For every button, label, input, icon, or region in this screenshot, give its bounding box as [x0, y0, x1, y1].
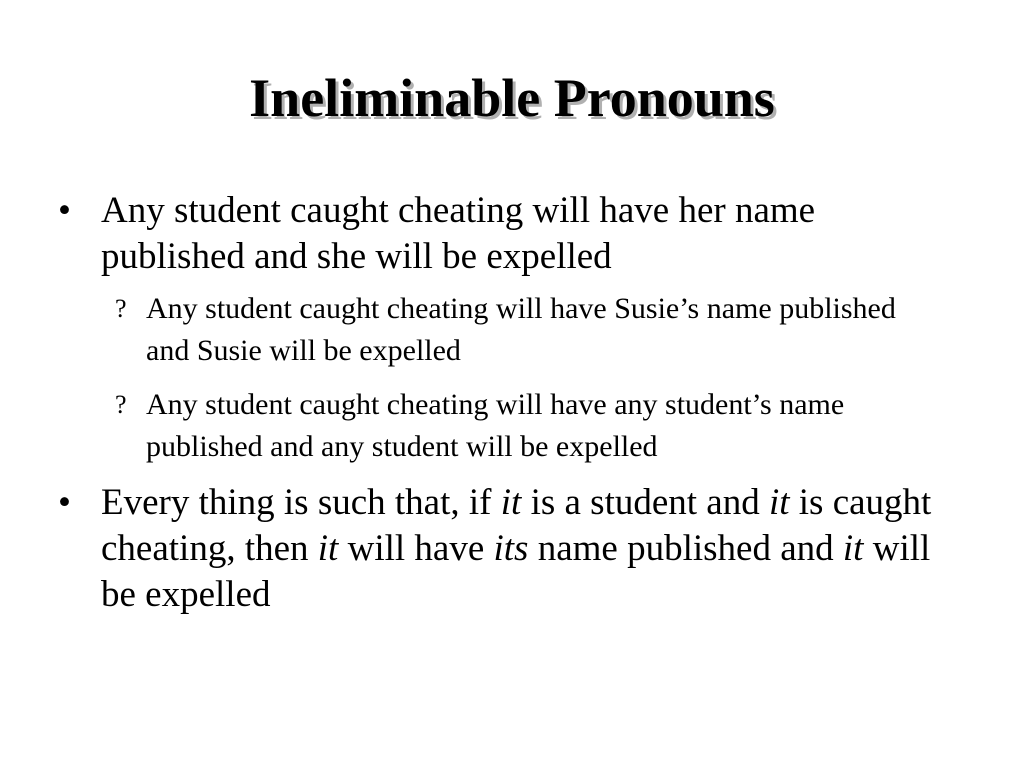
italic-pronoun: it — [317, 528, 339, 569]
text-segment: Every thing is such that, if — [101, 482, 501, 523]
italic-pronoun: it — [768, 482, 790, 523]
bullet-item — [0, 480, 961, 618]
italic-pronoun: its — [493, 528, 529, 569]
bullet-item — [0, 188, 961, 280]
text-segment: is a student and — [521, 482, 769, 523]
sub-bullet-item — [0, 288, 936, 372]
bullet-icon: • — [58, 190, 71, 231]
italic-pronoun: it — [842, 528, 864, 569]
question-mark-icon: ? — [115, 294, 127, 323]
sub-bullet-list — [0, 288, 1024, 468]
sub-bullet-text: Any student caught cheating will have any student’s name published and any student will be expelled — [146, 388, 845, 463]
text-segment: will have — [338, 528, 494, 569]
question-mark-icon: ? — [115, 390, 127, 419]
bullet-icon: • — [58, 482, 71, 523]
bullet-list — [0, 188, 1024, 618]
bullet-text: Any student caught cheating will have her name published and she will be expelled — [101, 190, 816, 277]
text-segment: will be expelled — [101, 528, 931, 615]
sub-bullet-text: Any student caught cheating will have Susie’s name published and Susie will be expelled — [146, 292, 896, 367]
slide-title: Ineliminable Pronouns — [249, 68, 775, 128]
text-segment: name published and — [528, 528, 843, 569]
italic-pronoun: it — [500, 482, 522, 523]
text-segment: is caught cheating, then — [101, 482, 932, 569]
sub-bullet-item — [0, 384, 936, 468]
bullet-text — [101, 482, 931, 615]
